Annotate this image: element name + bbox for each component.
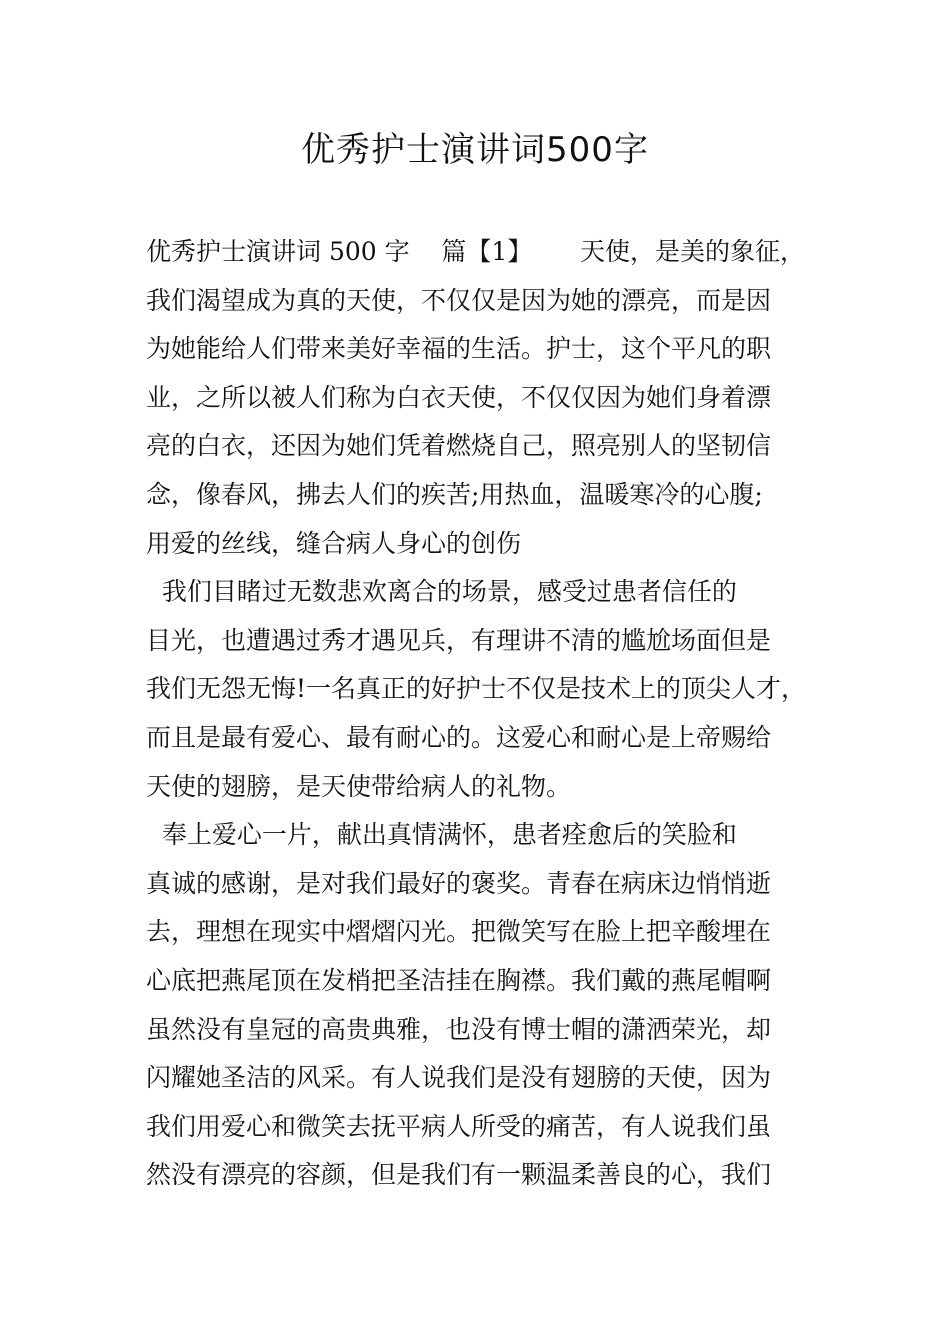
text-line: 虽然没有皇冠的高贵典雅，也没有博士帽的潇洒荣光，却 — [146, 1014, 772, 1044]
text-line: 我们用爱心和微笑去抚平病人所受的痛苦，有人说我们虽 — [146, 1111, 772, 1141]
text-line: 天使的翅膀，是天使带给病人的礼物。 — [146, 771, 572, 801]
text-line: 目光，也遭遇过秀才遇见兵，有理讲不清的尴尬场面但是 — [146, 625, 772, 655]
text-line: 我们无怨无悔!一名真正的好护士不仅是技术上的顶尖人才， — [146, 674, 807, 704]
document-body — [146, 228, 826, 1200]
text-line: 闪耀她圣洁的风采。有人说我们是没有翅膀的天使，因为 — [146, 1063, 772, 1093]
text-line: 然没有漂亮的容颜，但是我们有一颗温柔善良的心，我们 — [146, 1160, 772, 1190]
text-line: 我们渴望成为真的天使，不仅仅是因为她的漂亮，而是因 — [146, 285, 772, 315]
text-line: 亮的白衣，还因为她们凭着燃烧自己，照亮别人的坚韧信 — [146, 431, 772, 461]
text-line: 为她能给人们带来美好幸福的生活。护士，这个平凡的职 — [146, 334, 772, 364]
text-line: 业，之所以被人们称为白衣天使，不仅仅因为她们身着漂 — [146, 382, 772, 412]
text-line: 念，像春风，拂去人们的疾苦;用热血，温暖寒冷的心腹; — [146, 479, 763, 509]
text-line: 奉上爱心一片，献出真情满怀，患者痊愈后的笑脸和 — [146, 820, 737, 850]
text-line: 优秀护士演讲词 500 字 篇【1】 天使，是美的象征， — [146, 237, 805, 266]
text-line: 心底把燕尾顶在发梢把圣洁挂在胸襟。我们戴的燕尾帽啊 — [146, 965, 772, 995]
page-title: 优秀护士演讲词500字 — [301, 130, 649, 170]
text-line: 我们目睹过无数悲欢离合的场景，感受过患者信任的 — [146, 577, 737, 607]
text-line: 用爱的丝线，缝合病人身心的创伤 — [146, 528, 522, 558]
text-line: 去，理想在现实中熠熠闪光。把微笑写在脸上把辛酸埋在 — [146, 917, 772, 947]
text-line: 而且是最有爱心、最有耐心的。这爱心和耐心是上帝赐给 — [146, 722, 772, 752]
text-line: 真诚的感谢，是对我们最好的褒奖。青春在病床边悄悄逝 — [146, 868, 772, 898]
